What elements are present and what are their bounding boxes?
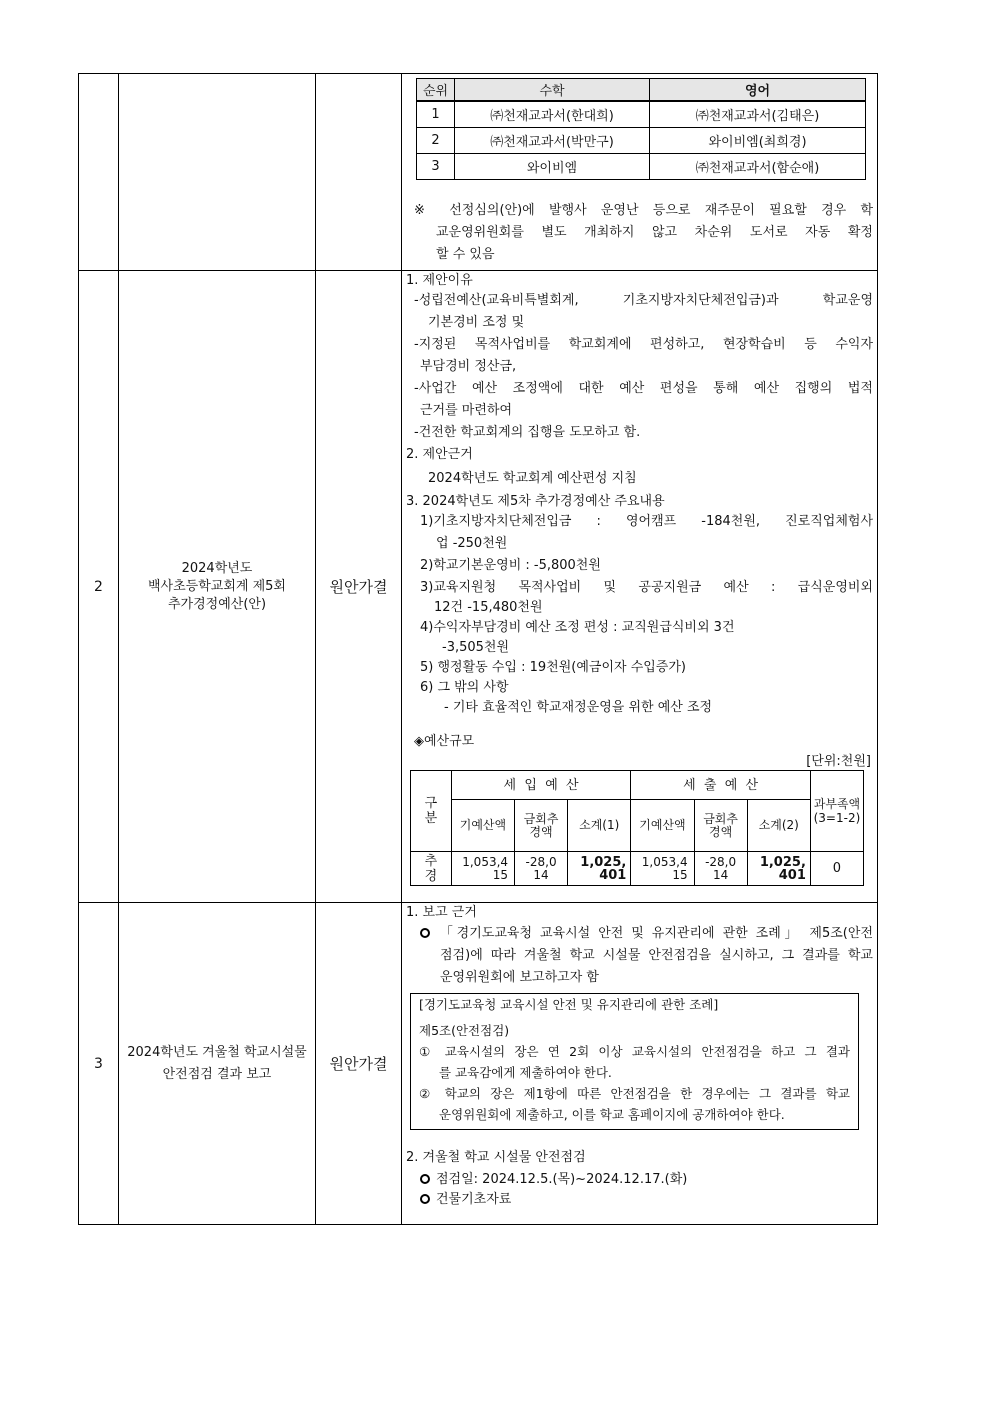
content-line: - 기타 효율적인 학교재정운영을 위한 예산 조정 bbox=[444, 700, 713, 715]
english-publisher-cell: ㈜천재교과서(함순애) bbox=[650, 154, 866, 180]
circle-bullet-icon bbox=[420, 1174, 430, 1184]
row2-decision: 원안가결 bbox=[316, 271, 402, 903]
note-line: ※ 선정심의(안)에 발행사 운영난 등으로 재주문이 필요할 경우 학 bbox=[414, 203, 873, 218]
circle-bullet-icon bbox=[420, 1194, 430, 1204]
ranking-header-math: 수학 bbox=[455, 79, 650, 102]
agenda-table bbox=[78, 73, 878, 1225]
circle-bullet-icon bbox=[420, 928, 430, 938]
content-line: 5) 행정활동 수입 : 19천원(예금이자 수입증가) bbox=[420, 660, 686, 675]
row1-title bbox=[119, 74, 316, 271]
row3-number: 3 bbox=[79, 903, 119, 1225]
inspection-item: 점검일: 2024.12.5.(목)~2024.12.17.(화) bbox=[406, 1170, 873, 1190]
math-publisher-cell: ㈜천재교과서(박만구) bbox=[455, 128, 650, 154]
ordinance-line: ① 교육시설의 장은 연 2회 이상 교육시설의 안전점검을 하고 그 결과 bbox=[419, 1044, 850, 1059]
budget-header-in-prev: 기예산액 bbox=[451, 800, 514, 852]
row1-decision bbox=[316, 74, 402, 271]
ranking-header-rank: 순위 bbox=[417, 79, 455, 102]
basis-line: 「경기도교육청 교육시설 안전 및 유지관리에 관한 조례」 제5조(안전 bbox=[406, 923, 873, 945]
agenda-row-1 bbox=[79, 74, 878, 271]
math-publisher-cell: ㈜천재교과서(한대희) bbox=[455, 101, 650, 128]
english-publisher-cell: 와이비엠(최희경) bbox=[650, 128, 866, 154]
reason-line: 부담경비 정산금, bbox=[420, 359, 517, 374]
inspection-item: 건물기초자료 bbox=[406, 1190, 873, 1210]
row2-title-line: 2024학년도 bbox=[181, 560, 253, 576]
budget-header-row bbox=[411, 771, 864, 800]
budget-data-row bbox=[411, 852, 864, 886]
budget-row-label: 추경 bbox=[411, 852, 452, 886]
agenda-row-2 bbox=[79, 271, 878, 903]
budget-header-ex-prev: 기예산액 bbox=[631, 800, 694, 852]
ordinance-article: 제5조(안전점검) bbox=[419, 1023, 510, 1038]
ordinance-title: [경기도교육청 교육시설 안전 및 유지관리에 관한 조례] bbox=[419, 997, 719, 1012]
budget-in-sub: 1,025,401 bbox=[568, 852, 631, 886]
table-row bbox=[417, 101, 866, 128]
section-title: 1. 보고 근거 bbox=[406, 905, 477, 920]
section-title: 3. 2024학년도 제5차 추가경정예산 주요내용 bbox=[406, 494, 665, 509]
basis-line: 점검)에 따라 겨울철 학교 시설물 안전점검을 실시하고, 그 결과를 학교 bbox=[440, 948, 873, 963]
content-line: 3)교육지원청 목적사업비 및 공공지원금 예산 : 급식운영비외 bbox=[420, 580, 873, 595]
ordinance-line: 를 교육감에게 제출하여야 한다. bbox=[439, 1065, 612, 1080]
math-publisher-cell: 와이비엠 bbox=[455, 154, 650, 180]
content-line: 1)기초지방자치단체전입금 : 영어캠프 -184천원, 진로직업체험사 bbox=[420, 514, 873, 529]
ranking-header-row bbox=[417, 79, 866, 102]
budget-diff: 0 bbox=[810, 852, 863, 886]
ordinance-line: ② 학교의 장은 제1항에 따른 안전점검을 한 경우에는 그 결과를 학교 bbox=[419, 1086, 850, 1101]
basis-text: 2024학년도 학교회계 예산편성 지침 bbox=[428, 471, 637, 486]
row1-number bbox=[79, 74, 119, 271]
content-line: 12건 -15,480천원 bbox=[434, 600, 543, 615]
reason-line: 기본경비 조정 및 bbox=[428, 315, 525, 330]
budget-ex-prev: 1,053,415 bbox=[631, 852, 694, 886]
budget-header-ex-sub: 소계(2) bbox=[747, 800, 810, 852]
budget-header-in-change: 금회추경액 bbox=[515, 800, 568, 852]
agenda-row-3 bbox=[79, 903, 878, 1225]
budget-in-prev: 1,053,415 bbox=[451, 852, 514, 886]
unit-label: [단위:천원] bbox=[806, 754, 871, 769]
table-row bbox=[417, 154, 866, 180]
ordinance-line: 운영위원회에 제출하고, 이를 학교 홈페이지에 공개하여야 한다. bbox=[439, 1107, 785, 1122]
budget-header-expense: 세 출 예 산 bbox=[631, 771, 811, 800]
content-line: 4)수익자부담경비 예산 조정 편성 : 교직원급식비외 3건 bbox=[420, 620, 735, 635]
budget-header-income: 세 입 예 산 bbox=[451, 771, 631, 800]
rank-cell: 3 bbox=[417, 154, 455, 180]
reason-line: 근거를 마련하여 bbox=[420, 403, 513, 418]
section-title: 2. 겨울철 학교 시설물 안전점검 bbox=[406, 1150, 586, 1165]
row2-title-line: 추가경정예산(안) bbox=[167, 596, 267, 612]
content-line: 업 -250천원 bbox=[436, 536, 508, 551]
english-publisher-cell: ㈜천재교과서(김태은) bbox=[650, 101, 866, 128]
reason-line: -성립전예산(교육비특별회계, 기초지방자치단체전입금)과 학교운영 bbox=[414, 293, 873, 308]
reason-line: -건전한 학교회계의 집행을 도모하고 함. bbox=[414, 425, 641, 440]
row3-decision: 원안가결 bbox=[316, 903, 402, 1225]
reorder-note bbox=[414, 200, 873, 266]
budget-ex-change: -28,014 bbox=[694, 852, 747, 886]
section-title: 1. 제안이유 bbox=[406, 273, 473, 288]
row3-title-line: 안전점검 결과 보고 bbox=[162, 1066, 272, 1082]
ordinance-box bbox=[410, 993, 859, 1130]
textbook-ranking-table bbox=[416, 78, 866, 180]
content-line: -3,505천원 bbox=[442, 640, 510, 655]
content-line: 6) 그 밖의 사항 bbox=[420, 680, 509, 695]
budget-header-ex-change: 금회추경액 bbox=[694, 800, 747, 852]
row2-title bbox=[119, 271, 316, 903]
basis-line: 운영위원회에 보고하고자 함 bbox=[440, 970, 599, 985]
row1-content bbox=[402, 74, 878, 271]
budget-table bbox=[410, 770, 864, 886]
reason-line: -사업간 예산 조정액에 대한 예산 편성을 통해 예산 집행의 법적 bbox=[414, 381, 873, 396]
reason-line: -지정된 목적사업비를 학교회계에 편성하고, 현장학습비 등 수익자 bbox=[414, 337, 873, 352]
table-row bbox=[417, 128, 866, 154]
row3-content bbox=[402, 903, 878, 1225]
content-line: 2)학교기본운영비 : -5,800천원 bbox=[420, 558, 601, 573]
budget-header-gubun: 구분 bbox=[411, 771, 452, 852]
budget-in-change: -28,014 bbox=[515, 852, 568, 886]
budget-header-in-sub: 소계(1) bbox=[568, 800, 631, 852]
note-line: 할 수 있음 bbox=[436, 247, 495, 262]
section-title: 2. 제안근거 bbox=[406, 447, 473, 462]
row3-title bbox=[119, 903, 316, 1225]
budget-header-diff: 과부족액(3=1-2) bbox=[810, 771, 863, 852]
row3-title-line: 2024학년도 겨울철 학교시설물 bbox=[127, 1044, 307, 1060]
note-line: 교운영위원회를 별도 개최하지 않고 차순위 도서로 자동 확정 bbox=[436, 225, 873, 240]
rank-cell: 1 bbox=[417, 101, 455, 128]
row2-number: 2 bbox=[79, 271, 119, 903]
row2-title-line: 백사초등학교회계 제5회 bbox=[148, 578, 286, 594]
budget-title: ◈예산규모 bbox=[414, 734, 475, 749]
row2-content bbox=[402, 271, 878, 903]
ranking-header-english: 영어 bbox=[650, 79, 866, 102]
rank-cell: 2 bbox=[417, 128, 455, 154]
budget-ex-sub: 1,025,401 bbox=[747, 852, 810, 886]
budget-subheader-row bbox=[411, 800, 864, 852]
